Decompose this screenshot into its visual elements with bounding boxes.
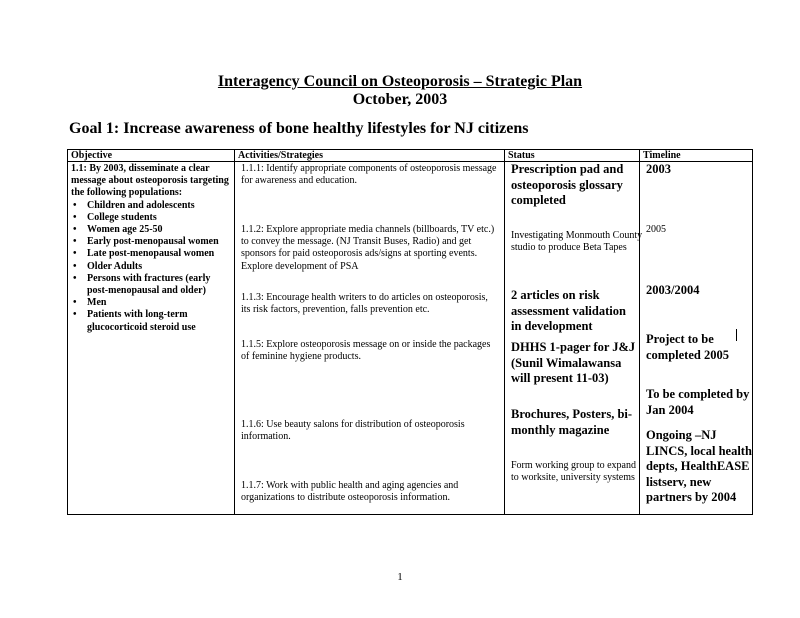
- list-item: • Children and adolescents: [73, 199, 195, 211]
- status-item: Form working group to expand to worksite, university systems: [511, 460, 636, 484]
- list-item: • Men: [73, 297, 107, 309]
- activity-item: 1.1.6: Use beauty salons for distribution of osteoporosis information.: [241, 419, 465, 443]
- list-item: • Patients with long-term glucocorticoid steroid use: [73, 309, 196, 333]
- timeline-item: 2003/2004: [646, 283, 700, 297]
- status-item: Investigating Monmouth County studio to produce Beta Tapes: [511, 230, 643, 254]
- list-item: • College students: [73, 211, 157, 223]
- bullet-icon: •: [73, 248, 77, 260]
- activity-item: 1.1.5: Explore osteoporosis message on or inside the packages of feminine hygiene products.: [241, 339, 491, 363]
- activity-item: 1.1.2: Explore appropriate media channels (billboards, TV etc.) to convey the message. (NJ Transit Buses, Radio) and get sponsors for paid osteoporosis ads/signs at sporting events. Explore development of PSA: [241, 224, 495, 272]
- list-item: • Early post-menopausal women: [73, 236, 219, 248]
- activity-item: 1.1.3: Encourage health writers to do articles on osteoporosis, its risk factors, prevention, falls prevention etc.: [241, 292, 488, 316]
- activity-item: 1.1.1: Identify appropriate components of osteoporosis message for awareness and education.: [241, 163, 497, 187]
- text-cursor: [736, 329, 737, 341]
- bullet-icon: •: [73, 211, 77, 223]
- page-number: 1: [397, 571, 403, 583]
- list-item: • Women age 25-50: [73, 224, 163, 236]
- document-date: October, 2003: [352, 91, 448, 108]
- objective-intro: 1.1: By 2003, disseminate a clear message about osteoporosis targeting the following populations:: [71, 163, 229, 199]
- status-item: Prescription pad and osteoporosis glossary completed: [511, 162, 624, 207]
- header-objective: Objective: [68, 150, 235, 162]
- bullet-icon: •: [73, 199, 77, 211]
- status-cell: [505, 162, 643, 515]
- header-activities: Activities/Strategies: [235, 150, 505, 162]
- timeline-item: To be completed by Jan 2004: [646, 387, 750, 417]
- list-item: • Persons with fractures (early post-menopausal and older): [73, 272, 211, 297]
- activities-cell: [235, 162, 505, 515]
- bullet-icon: •: [73, 260, 77, 272]
- goal-heading: Goal 1: Increase awareness of bone healthy lifestyles for NJ citizens: [69, 120, 529, 137]
- timeline-item: Project to be completed 2005: [646, 332, 729, 362]
- objective-cell: [68, 162, 235, 515]
- status-item: Brochures, Posters, bi-monthly magazine: [511, 407, 633, 437]
- timeline-item: Ongoing –NJ LINCS, local health depts, HealthEASE listserv, new partners by 2004: [646, 428, 752, 504]
- document-title: Interagency Council on Osteoporosis – Strategic Plan: [217, 73, 583, 90]
- header-timeline: Timeline: [640, 150, 753, 162]
- bullet-icon: •: [73, 224, 77, 236]
- table-header-row: [68, 150, 753, 162]
- activity-item: 1.1.7: Work with public health and aging agencies and organizations to distribute osteoporosis information.: [241, 480, 459, 504]
- header-status: Status: [505, 150, 640, 162]
- population-list: [71, 200, 231, 334]
- status-item: 2 articles on risk assessment validation in development: [511, 288, 626, 333]
- list-item: • Older Adults: [73, 260, 143, 272]
- bullet-icon: •: [73, 236, 77, 248]
- timeline-item: 2005: [646, 224, 666, 235]
- strategic-plan-table: [67, 149, 753, 515]
- timeline-item: 2003: [646, 162, 671, 176]
- status-item: DHHS 1-pager for J&J (Sunil Wimalawansa will present 11-03): [511, 340, 636, 385]
- table-row: [68, 162, 753, 515]
- bullet-icon: •: [73, 297, 77, 309]
- bullet-icon: •: [73, 309, 77, 321]
- list-item: • Late post-menopausal women: [73, 248, 215, 260]
- bullet-icon: •: [73, 272, 77, 284]
